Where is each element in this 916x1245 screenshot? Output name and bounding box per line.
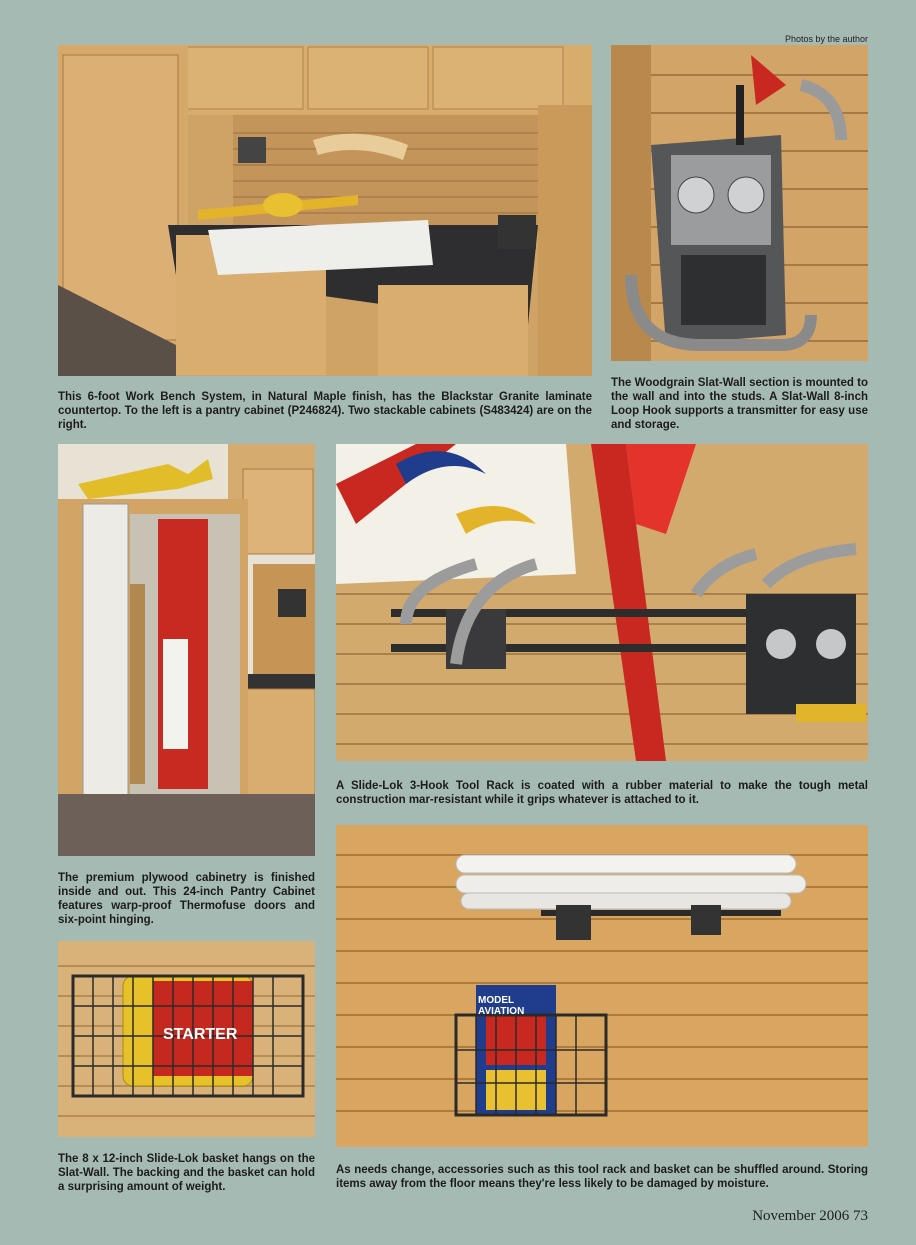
page-number: 73 <box>853 1208 868 1224</box>
issue-date: November 2006 <box>752 1208 850 1224</box>
pantry-cabinet-photo <box>58 444 315 856</box>
transmitter-photo <box>611 45 868 361</box>
workbench-photo <box>58 45 592 376</box>
caption-basket: The 8 x 12-inch Slide-Lok basket hangs on the Slat-Wall. The backing and the basket can hold a surprising amount of weight. <box>58 1153 315 1193</box>
caption-workbench: This 6-foot Work Bench System, in Natural Maple finish, has the Blackstar Granite laminate countertop. To the left is a pantry cabinet (P246824). Two stackable cabinets (S483424) are on the right. <box>58 391 592 431</box>
starter-label: STARTER <box>163 1026 238 1043</box>
accessories-photo <box>336 825 868 1147</box>
caption-slatwall: The Woodgrain Slat-Wall section is mounted to the wall and into the studs. A Slat-Wall 8-inch Loop Hook supports a transmitter for easy use and storage. <box>611 377 868 431</box>
page-footer <box>680 1208 868 1225</box>
photo-credit: Photos by the author <box>784 34 868 44</box>
caption-toolrack: A Slide-Lok 3-Hook Tool Rack is coated with a rubber material to make the tough metal construction mar-resistant while it grips whatever is attached to it. <box>336 780 868 806</box>
caption-cabinet: The premium plywood cabinetry is finished inside and out. This 24-inch Pantry Cabinet features warp-proof Thermofuse doors and six-point hinging. <box>58 872 315 926</box>
tool-rack-photo <box>336 444 868 761</box>
basket-photo <box>58 941 315 1137</box>
magazine-title: MODEL AVIATION <box>478 995 525 1017</box>
caption-accessories: As needs change, accessories such as this tool rack and basket can be shuffled around. Storing items away from the floor means they're less likely to be damaged by moisture. <box>336 1164 868 1190</box>
